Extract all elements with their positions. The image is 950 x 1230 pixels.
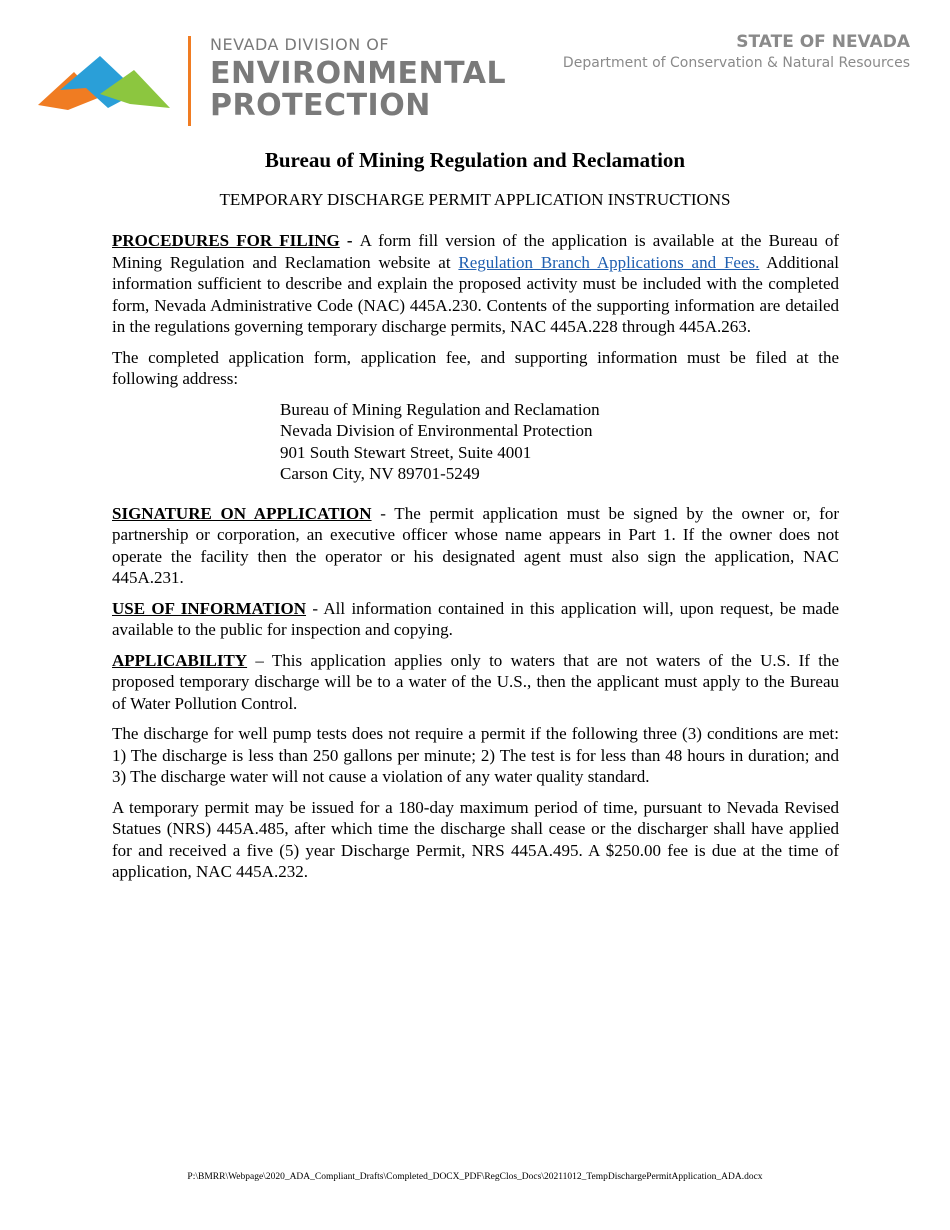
address-line: Nevada Division of Environmental Protection: [280, 421, 593, 440]
procedures-text-after-link: Additional information sufficient to describe and explain the proposed activity must be included with the completed form, Nevada Administrative Code (NAC) 445A.230. Contents of the supporting information are detailed in the regulations governing temporary discharge permits, NAC 445A.228 through 445A.263.: [112, 252, 839, 336]
mountain-logo-icon: [38, 50, 170, 112]
logo-line-2: PROTECTION: [210, 88, 431, 123]
well-pump-paragraph: The discharge for well pump tests does not require a permit if the following three (3) conditions are met: 1) The discharge is less than 250 gallons per minute; 2) The test is for less than 48 hours in duration; and 3) The discharge water will not cause a violation of any water quality standard.: [112, 724, 839, 786]
signature-paragraph: [112, 503, 839, 589]
page-title: Bureau of Mining Regulation and Reclamation: [264, 148, 686, 172]
logo-text: [210, 36, 506, 122]
filing-paragraph: The completed application form, application fee, and supporting information must be filed at the following address:: [112, 347, 839, 388]
signature-heading: SIGNATURE ON APPLICATION: [112, 503, 372, 523]
procedures-heading: PROCEDURES FOR FILING: [112, 231, 340, 250]
temporary-permit-paragraph: A temporary permit may be issued for a 180-day maximum period of time, pursuant to Nevada Revised Statues (NRS) 445A.485, after which time the discharge shall cease or the discharger shall have applied for and received a five (5) year Discharge Permit, NRS 445A.495. A $250.00 fee is due at the time of application, NAC 445A.232.: [112, 797, 839, 881]
use-of-information-paragraph: [112, 598, 839, 641]
applicability-paragraph: [112, 650, 839, 715]
logo-small-text: NEVADA DIVISION OF: [210, 35, 390, 54]
procedures-paragraph: [112, 230, 839, 338]
department-name: Department of Conservation & Natural Resources: [562, 55, 910, 71]
procedures-separator: -: [339, 231, 360, 250]
signature-text: - The permit application must be signed by the owner or, for partnership or corporation, an executive officer whose name appears in Part 1. If the owner does not operate the facility then the operator or his designated agent must also sign the application, NAC 445A.231.: [112, 503, 839, 587]
procedures-text-before-link: A form fill version of the application is available at the Bureau of Mining Regulation and Reclamation website at: [112, 231, 839, 272]
address-line: Carson City, NV 89701-5249: [280, 464, 480, 483]
applicability-heading: APPLICABILITY: [112, 650, 248, 670]
regulation-branch-link[interactable]: Regulation Branch Applications and Fees.: [458, 252, 760, 272]
mailing-address: [280, 399, 839, 485]
state-header: [563, 32, 910, 74]
use-of-information-text: - All information contained in this application will, upon request, be made available to the public for inspection and copying.: [112, 598, 840, 639]
ndep-logo: [38, 35, 507, 132]
page-subtitle: TEMPORARY DISCHARGE PERMIT APPLICATION INSTRUCTIONS: [219, 190, 731, 209]
instructions-body: [112, 230, 839, 892]
address-line: Bureau of Mining Regulation and Reclamation: [280, 399, 600, 419]
address-line: 901 South Stewart Street, Suite 4001: [280, 442, 532, 462]
logo-line-1: ENVIRONMENTAL: [210, 56, 507, 91]
file-path-footer: P:\BMRR\Webpage\2020_ADA_Compliant_Drafts\Completed_DOCX_PDF\RegClos_Docs\20211012_TempDischargePermitApplication_ADA.docx: [187, 1172, 763, 1182]
state-title: STATE OF NEVADA: [736, 32, 910, 52]
logo-divider: [188, 36, 191, 126]
applicability-text: – This application applies only to waters that are not waters of the U.S. If the proposed temporary discharge will be to a water of the U.S., then the applicant must apply to the Bureau of Water Pollution Control.: [112, 650, 839, 713]
use-of-information-heading: USE OF INFORMATION: [112, 598, 307, 618]
